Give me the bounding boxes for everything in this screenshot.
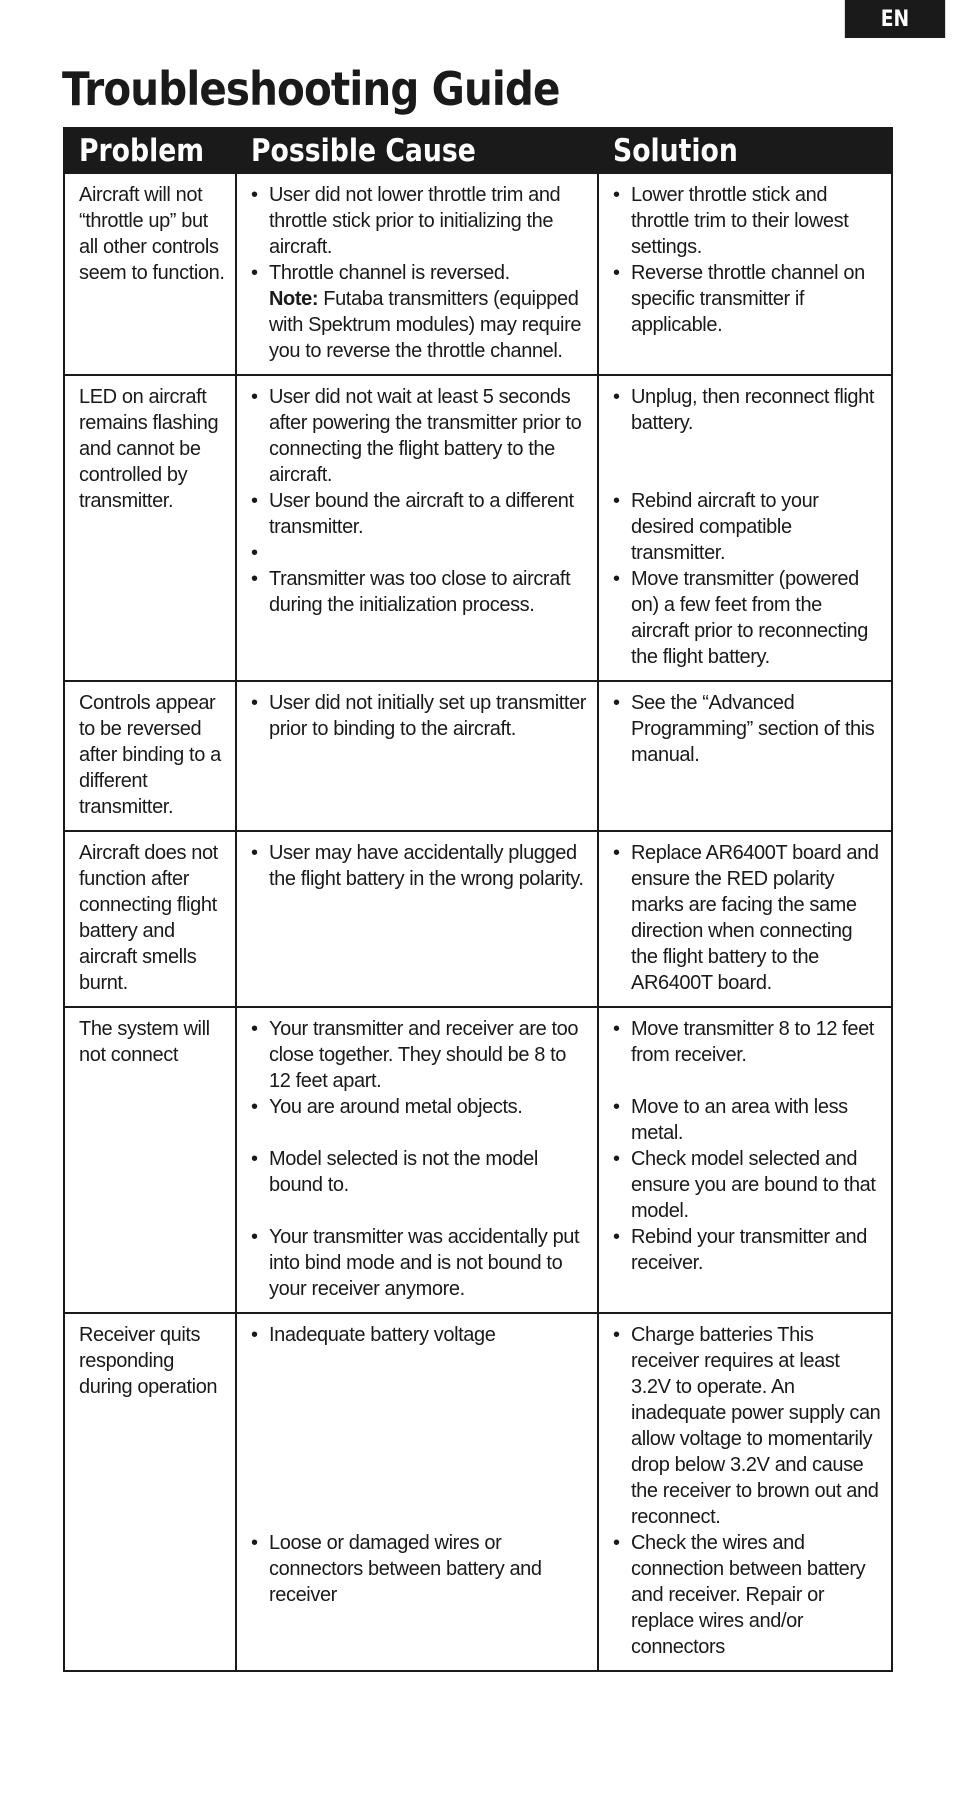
cause-item: • Model selected is not the model bound to. <box>251 1146 589 1198</box>
note-text: Futaba transmitters (equipped with Spektrum modules) may require you to reverse the throttle channel. <box>269 288 582 362</box>
cause-cell <box>236 1313 598 1671</box>
cause-cell <box>236 375 598 681</box>
solution-item: • Move to an area with less metal. <box>613 1094 883 1146</box>
cause-cell <box>236 1007 598 1313</box>
solution-item: • Rebind your transmitter and receiver. <box>613 1224 883 1276</box>
solution-item: • Unplug, then reconnect flight battery. <box>613 384 883 436</box>
solution-cell <box>598 375 892 681</box>
table-row <box>64 1313 892 1671</box>
table-row <box>64 681 892 831</box>
table-header-row <box>64 128 892 173</box>
cause-item: • Transmitter was too close to aircraft during the initialization process. <box>251 566 589 618</box>
problem-cell: The system will not connect <box>64 1007 236 1313</box>
solution-cell <box>598 1007 892 1313</box>
cause-cell <box>236 173 598 375</box>
spacer <box>613 1068 883 1094</box>
cause-item: • Loose or damaged wires or connectors between battery and receiver <box>251 1530 589 1608</box>
solution-item: • Check the wires and connection between battery and receiver. Repair or replace wires and/or connectors <box>613 1530 883 1660</box>
solution-cell <box>598 173 892 375</box>
solution-cell <box>598 1313 892 1671</box>
solution-cell <box>598 831 892 1007</box>
cause-item: • User did not wait at least 5 seconds after powering the transmitter prior to connecting the flight battery to the aircraft. <box>251 384 589 488</box>
solution-item: • Charge batteries This receiver requires at least 3.2V to operate. An inadequate power supply can allow voltage to momentarily drop below 3.2V and cause the receiver to brown out and reconnect. <box>613 1322 883 1530</box>
note-label: Note: <box>269 288 319 310</box>
solution-item: • Replace AR6400T board and ensure the RED polarity marks are facing the same direction when connecting the flight battery to the AR6400T board. <box>613 840 883 996</box>
solution-item: • Rebind aircraft to your desired compatible transmitter. <box>613 488 883 566</box>
problem-cell: Controls appear to be reversed after binding to a different transmitter. <box>64 681 236 831</box>
page-title: Troubleshooting Guide <box>62 62 560 116</box>
cause-item: • You are around metal objects. <box>251 1094 589 1120</box>
cause-item: • User bound the aircraft to a different transmitter. <box>251 488 589 540</box>
spacer <box>251 1120 589 1146</box>
solution-item: • Move transmitter 8 to 12 feet from receiver. <box>613 1016 883 1068</box>
cause-note <box>251 286 589 364</box>
cause-item: • Your transmitter and receiver are too close together. They should be 8 to 12 feet apart. <box>251 1016 589 1094</box>
cause-cell <box>236 831 598 1007</box>
spacer <box>251 540 589 566</box>
solution-item: • Reverse throttle channel on specific transmitter if applicable. <box>613 260 883 338</box>
solution-item: • See the “Advanced Programming” section of this manual. <box>613 690 883 768</box>
cause-item: • User did not initially set up transmitter prior to binding to the aircraft. <box>251 690 589 742</box>
cause-item: • Inadequate battery voltage <box>251 1322 589 1348</box>
spacer <box>251 1348 589 1530</box>
solution-item: • Move transmitter (powered on) a few feet from the aircraft prior to reconnecting the flight battery. <box>613 566 883 670</box>
cause-item: • Throttle channel is reversed. <box>251 260 589 286</box>
header-possible-cause: Possible Cause <box>236 128 598 173</box>
solution-item: • Check model selected and ensure you are bound to that model. <box>613 1146 883 1224</box>
cause-item: • Your transmitter was accidentally put into bind mode and is not bound to your receiver anymore. <box>251 1224 589 1302</box>
table-row <box>64 173 892 375</box>
spacer <box>613 436 883 488</box>
table-row <box>64 375 892 681</box>
solution-item: • Lower throttle stick and throttle trim to their lowest settings. <box>613 182 883 260</box>
cause-item: • User may have accidentally plugged the flight battery in the wrong polarity. <box>251 840 589 892</box>
header-solution: Solution <box>598 128 892 173</box>
solution-cell <box>598 681 892 831</box>
cause-cell <box>236 681 598 831</box>
table-row <box>64 831 892 1007</box>
problem-cell: Receiver quits responding during operation <box>64 1313 236 1671</box>
problem-cell: Aircraft does not function after connecting flight battery and aircraft smells burnt. <box>64 831 236 1007</box>
language-tab: EN <box>845 0 945 38</box>
header-problem: Problem <box>64 128 236 173</box>
problem-cell: Aircraft will not “throttle up” but all other controls seem to function. <box>64 173 236 375</box>
spacer <box>251 1198 589 1224</box>
problem-cell: LED on aircraft remains flashing and cannot be controlled by transmitter. <box>64 375 236 681</box>
table-row <box>64 1007 892 1313</box>
troubleshooting-table <box>63 127 893 1672</box>
cause-item: • User did not lower throttle trim and throttle stick prior to initializing the aircraft. <box>251 182 589 260</box>
